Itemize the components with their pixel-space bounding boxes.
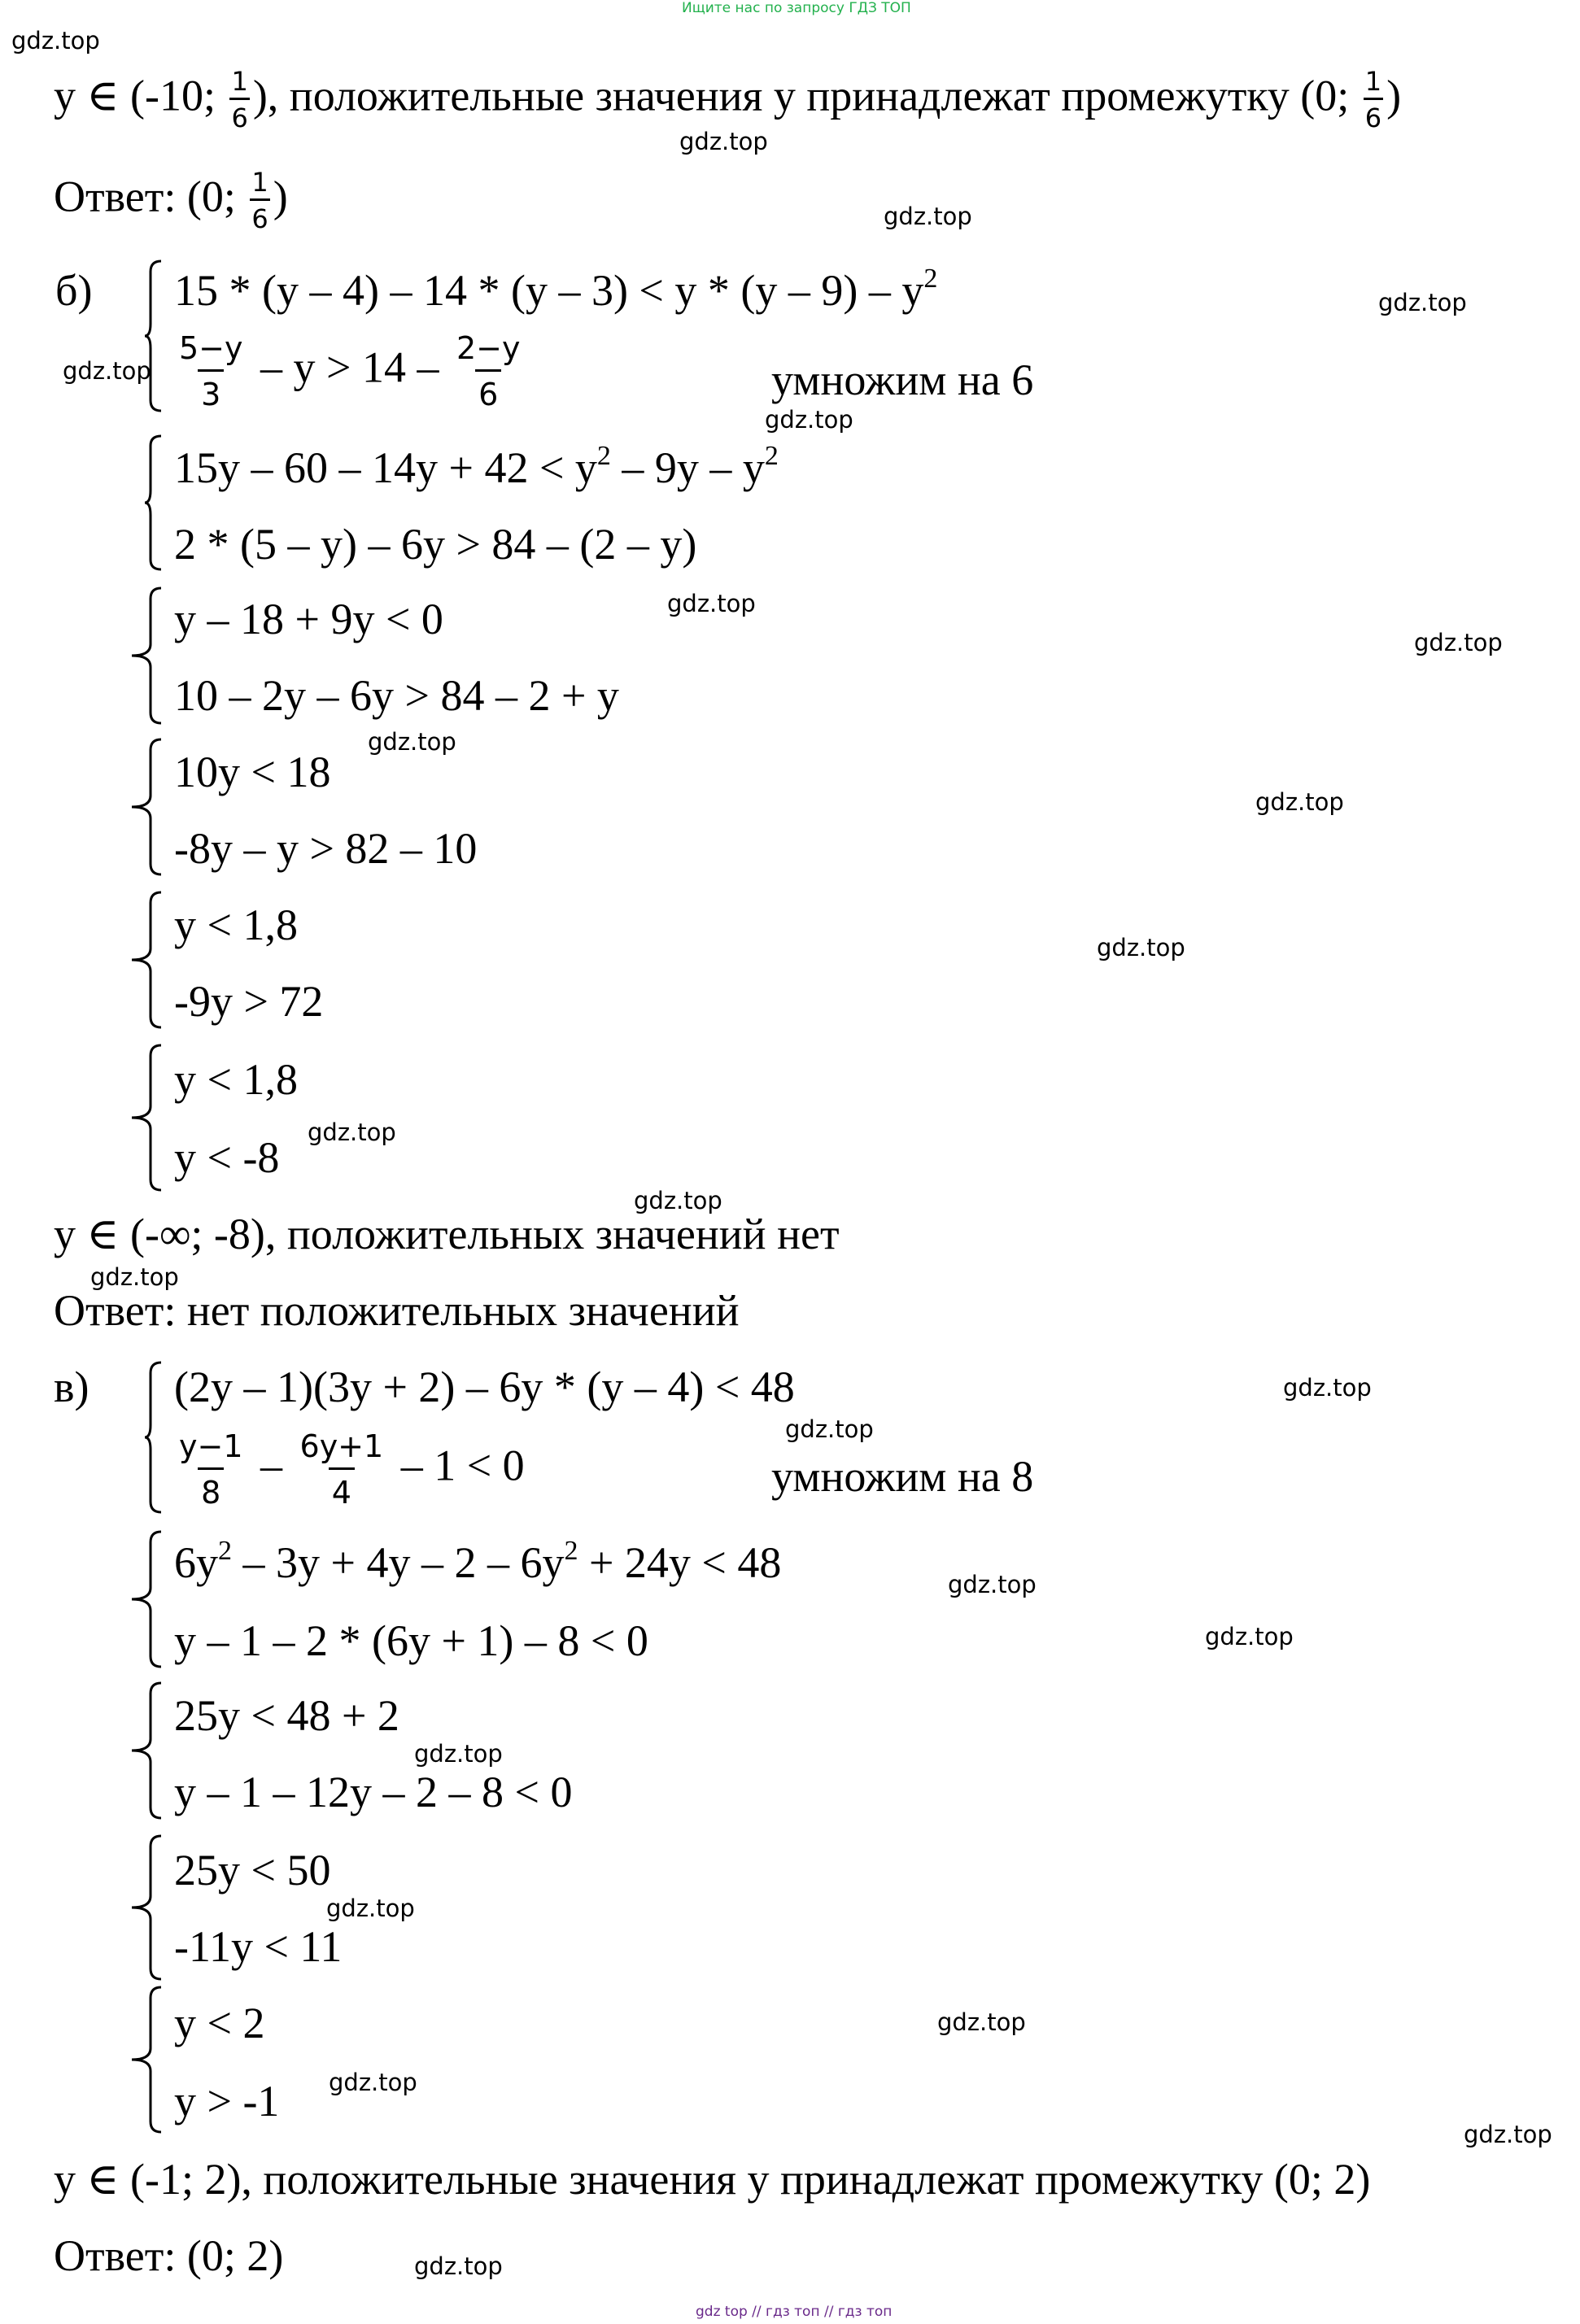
system-line: y < -8 — [174, 1133, 280, 1182]
numerator: 1 — [1364, 66, 1382, 97]
system-brace — [129, 586, 164, 726]
text-segment: y ∈ (-10; — [54, 71, 227, 120]
text-segment: ) — [1386, 71, 1402, 120]
text-segment: 6y — [174, 1538, 218, 1587]
text-segment: ), положительные значения y принадлежат промежутку (0; — [252, 71, 1360, 120]
part-label: в) — [54, 1363, 89, 1411]
watermark: gdz.top — [679, 128, 768, 155]
text-segment: 15 * (y – 4) – 14 * (y – 3) < y * (y – 9) – y — [174, 266, 924, 315]
fraction — [453, 332, 524, 412]
text-segment: – y > 14 – — [260, 342, 439, 392]
text-segment: – — [260, 1441, 283, 1490]
fraction — [176, 1430, 247, 1511]
watermark: gdz.top — [634, 1187, 722, 1214]
system-brace — [143, 434, 164, 572]
system-brace — [129, 737, 164, 877]
numerator: 2−y — [456, 330, 521, 366]
text-segment: – 1 < 0 — [400, 1441, 525, 1490]
system-brace — [143, 259, 164, 413]
watermark: gdz.top — [1414, 629, 1503, 656]
system-line — [174, 1536, 782, 1587]
denominator: 6 — [229, 98, 249, 133]
numerator: 5−y — [179, 330, 243, 366]
text-segment: – 3y + 4y – 2 – 6y — [232, 1538, 565, 1587]
system-line: y < 1,8 — [174, 900, 298, 949]
system-line: 2 * (5 – y) – 6y > 84 – (2 – y) — [174, 520, 697, 569]
numerator: 1 — [231, 66, 248, 97]
watermark: gdz.top — [90, 1263, 179, 1291]
system-line: 25y < 48 + 2 — [174, 1691, 399, 1740]
system-line: 25y < 50 — [174, 1846, 331, 1895]
watermark: gdz.top — [326, 1895, 415, 1922]
watermark: gdz.top — [1205, 1623, 1294, 1650]
watermark: gdz.top — [948, 1571, 1037, 1598]
denominator: 6 — [250, 198, 269, 233]
system-line: -9y > 72 — [174, 977, 324, 1026]
watermark: gdz.top — [1097, 934, 1185, 961]
system-brace — [129, 1833, 164, 1982]
watermark: gdz.top — [63, 357, 151, 385]
answer-line — [54, 169, 288, 233]
watermark: gdz.top — [368, 728, 456, 756]
exponent: 2 — [564, 1536, 578, 1566]
text-segment: ) — [273, 172, 288, 221]
system-line: y – 1 – 2 * (6y + 1) – 8 < 0 — [174, 1616, 648, 1665]
part-label: б) — [55, 266, 93, 315]
exponent: 2 — [596, 441, 611, 471]
system-line: (2y – 1)(3y + 2) – 6y * (y – 4) < 48 — [174, 1363, 795, 1411]
watermark: gdz.top — [329, 2069, 417, 2096]
solution-line — [54, 68, 1401, 132]
denominator: 4 — [329, 1467, 355, 1511]
exponent: 2 — [218, 1536, 232, 1566]
note-text: умножим на 8 — [771, 1452, 1034, 1501]
denominator: 8 — [198, 1467, 224, 1511]
solution-line: y ∈ (-∞; -8), положительных значений нет — [54, 1210, 840, 1258]
system-brace — [129, 1681, 164, 1820]
text-segment: + 24y < 48 — [578, 1538, 782, 1587]
answer-line: Ответ: (0; 2) — [54, 2231, 284, 2280]
watermark: gdz.top — [937, 2008, 1026, 2036]
watermark: gdz.top — [1464, 2121, 1552, 2148]
text-segment: 15y – 60 – 14y + 42 < y — [174, 443, 597, 492]
top-banner: Ищите нас по запросу ГДЗ ТОП — [682, 0, 911, 16]
watermark: gdz.top — [1378, 289, 1467, 316]
text-segment: Ответ: (0; — [54, 172, 247, 221]
denominator: 6 — [475, 369, 501, 412]
system-line: -8y – y > 82 – 10 — [174, 824, 478, 873]
system-brace — [143, 1360, 164, 1515]
fraction — [176, 332, 247, 412]
system-brace — [129, 1043, 164, 1193]
watermark: gdz.top — [1283, 1374, 1372, 1402]
text-segment: – 9y – y — [610, 443, 765, 492]
system-line: -11y < 11 — [174, 1922, 343, 1971]
watermark: gdz.top — [667, 590, 756, 617]
denominator: 3 — [198, 369, 224, 412]
watermark: gdz.top — [414, 1740, 503, 1768]
system-line: y < 2 — [174, 1999, 265, 2047]
numerator: y−1 — [179, 1428, 243, 1464]
system-line: y < 1,8 — [174, 1055, 298, 1104]
watermark: gdz.top — [785, 1415, 874, 1443]
system-line: y – 1 – 12y – 2 – 8 < 0 — [174, 1768, 573, 1816]
watermark: gdz.top — [11, 27, 100, 55]
system-line — [174, 264, 938, 315]
system-line: y > -1 — [174, 2077, 280, 2126]
exponent: 2 — [764, 441, 779, 471]
note-text: умножим на 6 — [771, 355, 1034, 404]
denominator: 6 — [1364, 98, 1383, 133]
footer-links: gdz top // гдз топ // гдз топ — [696, 2304, 893, 2320]
watermark: gdz.top — [884, 203, 972, 230]
fraction — [297, 1430, 387, 1511]
fraction — [229, 68, 249, 132]
fraction — [1364, 68, 1383, 132]
system-line: 10y < 18 — [174, 748, 331, 796]
watermark: gdz.top — [308, 1118, 396, 1146]
system-line — [172, 1430, 525, 1511]
numerator: 1 — [251, 167, 268, 198]
system-brace — [129, 1529, 164, 1669]
system-line: 10 – 2y – 6y > 84 – 2 + y — [174, 671, 619, 720]
system-line: y – 18 + 9y < 0 — [174, 595, 443, 643]
watermark: gdz.top — [1255, 788, 1344, 816]
system-brace — [129, 890, 164, 1030]
solution-line: y ∈ (-1; 2), положительные значения y принадлежат промежутку (0; 2) — [54, 2155, 1371, 2204]
system-line — [172, 332, 527, 412]
answer-line: Ответ: нет положительных значений — [54, 1286, 740, 1335]
exponent: 2 — [923, 264, 938, 294]
fraction — [250, 169, 269, 233]
system-brace — [129, 1985, 164, 2134]
watermark: gdz.top — [414, 2252, 503, 2280]
system-line — [174, 441, 779, 492]
watermark: gdz.top — [765, 406, 853, 434]
numerator: 6y+1 — [299, 1428, 384, 1464]
